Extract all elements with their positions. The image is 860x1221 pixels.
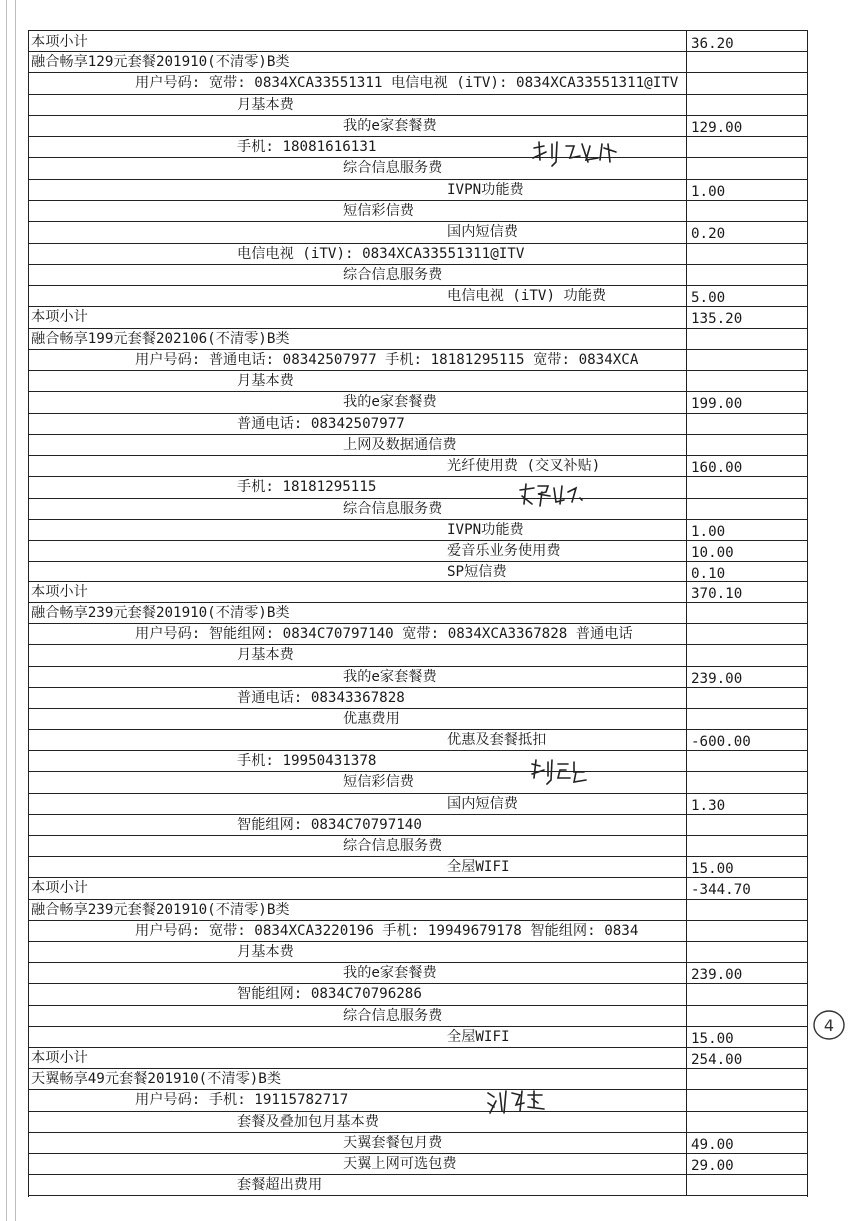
- item-description-text: 我的e家套餐费: [343, 118, 437, 134]
- table-row: [29, 455, 807, 477]
- table-row: [29, 306, 807, 329]
- table-row: [29, 115, 807, 137]
- item-description-text: 综合信息服务费: [343, 267, 443, 283]
- item-description: [29, 51, 688, 72]
- item-amount: [686, 1026, 807, 1047]
- item-description-text: 天翼套餐包月费: [343, 1135, 443, 1151]
- table-row: [29, 243, 807, 265]
- item-amount-text: 0.20: [691, 226, 726, 242]
- item-amount-text: 29.00: [691, 1158, 734, 1174]
- item-amount: [686, 1068, 807, 1089]
- table-row: [29, 793, 807, 815]
- item-amount: [686, 1111, 807, 1132]
- handwritten-signature: [530, 756, 590, 786]
- item-amount: [686, 1174, 807, 1195]
- item-description-text: 本项小计: [31, 34, 88, 50]
- table-row: [29, 157, 807, 180]
- table-row: [29, 328, 807, 350]
- table-row: [29, 498, 807, 520]
- item-amount: [686, 498, 807, 519]
- item-amount: [686, 644, 807, 666]
- item-amount: [686, 793, 807, 814]
- item-amount: [686, 1153, 807, 1174]
- table-row: [29, 264, 807, 286]
- item-amount-text: 10.00: [691, 545, 734, 561]
- item-amount: [686, 983, 807, 1005]
- table-row: [29, 644, 807, 667]
- item-amount: [686, 51, 807, 72]
- item-description-text: 天翼上网可选包费: [343, 1156, 457, 1172]
- table-row: [29, 771, 807, 794]
- item-amount: [686, 31, 807, 51]
- item-amount-text: 49.00: [691, 1137, 734, 1153]
- item-amount: [686, 94, 807, 115]
- item-description: [29, 877, 688, 899]
- item-description-text: 普通电话: 08342507977: [237, 416, 405, 432]
- billing-table: [28, 30, 808, 1197]
- table-row: [29, 285, 807, 307]
- item-description: [29, 920, 792, 941]
- item-description-text: 综合信息服务费: [343, 1008, 443, 1024]
- item-description-text: 电信电视 (iTV) 功能费: [447, 288, 607, 304]
- item-amount-text: -600.00: [691, 734, 751, 750]
- table-row: [29, 1089, 807, 1112]
- table-row: [29, 1153, 807, 1175]
- item-description-text: SP短信费: [447, 564, 507, 580]
- table-row: [29, 941, 807, 963]
- table-row: [29, 623, 807, 645]
- item-amount-text: 254.00: [691, 1052, 743, 1068]
- table-row: [29, 708, 807, 730]
- item-amount: [686, 687, 807, 708]
- item-amount: [686, 708, 807, 729]
- table-row: [29, 1132, 807, 1154]
- item-description-text: 手机: 18081616131: [237, 139, 377, 155]
- item-description: [29, 899, 688, 920]
- table-row: [29, 1026, 807, 1048]
- table-row: [29, 221, 807, 244]
- item-description-text: 套餐超出费用: [237, 1177, 323, 1193]
- item-amount: [686, 835, 807, 856]
- item-description-text: 本项小计: [31, 1050, 88, 1066]
- item-amount-text: 1.00: [691, 524, 726, 540]
- table-row: [29, 750, 807, 772]
- table-row: [29, 687, 807, 709]
- item-description: [29, 1047, 688, 1068]
- item-description-text: 月基本费: [237, 944, 294, 960]
- item-description-text: 天翼畅享49元套餐201910(不清零)B类: [31, 1071, 282, 1087]
- item-description: [29, 602, 688, 623]
- table-row: [29, 1047, 807, 1069]
- item-amount-text: 15.00: [691, 1031, 734, 1047]
- item-amount: [686, 370, 807, 391]
- item-description-text: IVPN功能费: [447, 522, 524, 538]
- table-row: [29, 962, 807, 984]
- item-description-text: 国内短信费: [447, 224, 518, 240]
- item-description-text: 月基本费: [237, 647, 294, 663]
- item-amount: [686, 899, 807, 920]
- item-amount-text: 199.00: [691, 396, 743, 412]
- item-description-text: 用户号码: 宽带: 0834XCA3220196 手机: 19949679178 智能组网: 0834: [135, 923, 639, 939]
- item-description-text: 本项小计: [31, 309, 88, 325]
- item-description-text: 用户号码: 普通电话: 08342507977 手机: 18181295115 宽带: 0834XCA: [135, 352, 639, 368]
- item-description-text: 我的e家套餐费: [343, 965, 437, 981]
- item-description: [29, 581, 688, 602]
- item-amount: [686, 1089, 807, 1111]
- table-row: [29, 51, 807, 73]
- item-amount: [686, 328, 807, 349]
- table-row: [29, 602, 807, 624]
- table-row: [29, 31, 807, 52]
- item-amount: [686, 72, 807, 94]
- item-amount: [686, 581, 807, 602]
- item-amount-text: 239.00: [691, 671, 743, 687]
- handwritten-signature: [530, 138, 620, 170]
- item-amount: [686, 349, 807, 370]
- item-description-text: 全屋WIFI: [447, 859, 510, 875]
- item-description: [29, 31, 688, 51]
- table-row: [29, 72, 807, 95]
- table-row: [29, 476, 807, 499]
- item-amount: [686, 221, 807, 243]
- item-amount: [686, 264, 807, 285]
- item-amount: [686, 602, 807, 623]
- item-amount: [686, 200, 807, 221]
- table-row: [29, 179, 807, 201]
- item-description-text: 融合畅享239元套餐201910(不清零)B类: [31, 605, 290, 621]
- table-row: [29, 835, 807, 857]
- item-description-text: 智能组网: 0834C70796286: [237, 986, 422, 1002]
- item-description-text: 上网及数据通信费: [343, 437, 457, 453]
- table-row: [29, 666, 807, 688]
- table-row: [29, 899, 807, 921]
- item-description-text: 月基本费: [237, 373, 294, 389]
- item-amount: [686, 814, 807, 835]
- table-row: [29, 1174, 807, 1196]
- item-amount: [686, 750, 807, 771]
- page-number-mark: [812, 1008, 846, 1042]
- item-description-text: 我的e家套餐费: [343, 394, 437, 410]
- table-row: [29, 540, 807, 562]
- item-amount-text: 1.00: [691, 184, 726, 200]
- table-row: [29, 413, 807, 435]
- item-amount: [686, 920, 807, 941]
- item-description-text: 普通电话: 08343367828: [237, 690, 405, 706]
- item-description-text: 手机: 19950431378: [237, 753, 377, 769]
- table-row: [29, 370, 807, 392]
- item-description-text: 月基本费: [237, 97, 294, 113]
- item-amount: [686, 434, 807, 455]
- item-amount: [686, 666, 807, 687]
- item-description-text: 用户号码: 手机: 19115782717: [135, 1092, 349, 1108]
- item-amount: [686, 285, 807, 306]
- item-amount: [686, 1047, 807, 1068]
- table-row: [29, 729, 807, 751]
- item-description: [29, 623, 792, 644]
- item-amount: [686, 413, 807, 434]
- item-amount-text: 239.00: [691, 967, 743, 983]
- item-description-text: 国内短信费: [447, 796, 518, 812]
- table-row: [29, 200, 807, 222]
- table-row: [29, 349, 807, 371]
- table-row: [29, 1111, 807, 1133]
- item-description-text: 短信彩信费: [343, 774, 414, 790]
- item-amount-text: 160.00: [691, 460, 743, 476]
- item-amount: [686, 115, 807, 136]
- table-row: [29, 983, 807, 1006]
- item-description-text: 优惠及套餐抵扣: [447, 732, 547, 748]
- item-amount-text: 135.20: [691, 311, 743, 327]
- item-description-text: 综合信息服务费: [343, 160, 443, 176]
- item-amount: [686, 136, 807, 157]
- table-row: [29, 581, 807, 603]
- item-amount: [686, 179, 807, 200]
- table-row: [29, 877, 807, 900]
- table-row: [29, 94, 807, 116]
- item-amount-text: 370.10: [691, 586, 743, 602]
- item-description-text: 本项小计: [31, 880, 88, 896]
- table-row: [29, 920, 807, 942]
- table-row: [29, 856, 807, 878]
- item-amount-text: 129.00: [691, 120, 743, 136]
- item-amount: [686, 962, 807, 983]
- item-description-text: 综合信息服务费: [343, 838, 443, 854]
- item-amount: [686, 1132, 807, 1153]
- item-description-text: 融合畅享199元套餐202106(不清零)B类: [31, 331, 290, 347]
- item-amount-text: 1.30: [691, 798, 726, 814]
- item-description-text: 手机: 18181295115: [237, 479, 377, 495]
- item-description-text: 短信彩信费: [343, 203, 414, 219]
- item-amount: [686, 519, 807, 540]
- item-description: [29, 349, 792, 370]
- item-description-text: 综合信息服务费: [343, 501, 443, 517]
- item-amount-text: -344.70: [691, 882, 751, 898]
- handwritten-signature: [518, 480, 588, 508]
- item-description-text: 融合畅享239元套餐201910(不清零)B类: [31, 902, 290, 918]
- item-description-text: 本项小计: [31, 584, 88, 600]
- item-description-text: 用户号码: 宽带: 0834XCA33551311 电信电视 (iTV): 0834XCA33551311@ITV: [135, 75, 679, 91]
- table-row: [29, 136, 807, 158]
- svg-text:4: 4: [823, 1016, 835, 1035]
- item-description: [29, 1068, 688, 1089]
- item-description-text: 电信电视 (iTV): 0834XCA33551311@ITV: [237, 246, 525, 262]
- item-description-text: 爱音乐业务使用费: [447, 543, 561, 559]
- item-description: [29, 306, 688, 328]
- item-description-text: 我的e家套餐费: [343, 669, 437, 685]
- item-description-text: 全屋WIFI: [447, 1029, 510, 1045]
- item-description-text: 用户号码: 智能组网: 0834C70797140 宽带: 0834XCA3367828 普通电话: [135, 626, 633, 642]
- item-amount-text: 0.10: [691, 566, 726, 582]
- item-amount-text: 5.00: [691, 290, 726, 306]
- item-description: [29, 328, 688, 349]
- item-description-text: 光纤使用费 (交叉补贴): [447, 458, 601, 474]
- table-row: [29, 434, 807, 456]
- item-amount: [686, 941, 807, 962]
- table-row: [29, 561, 807, 582]
- handwritten-signature: [486, 1087, 556, 1117]
- item-description: [29, 72, 792, 94]
- item-amount: [686, 455, 807, 476]
- item-description-text: 融合畅享129元套餐201910(不清零)B类: [31, 54, 290, 70]
- table-row: [29, 391, 807, 414]
- table-row: [29, 814, 807, 836]
- item-amount: [686, 623, 807, 644]
- binding-margin-line: [15, 0, 16, 1221]
- item-amount: [686, 1005, 807, 1026]
- item-amount: [686, 243, 807, 264]
- item-amount: [686, 771, 807, 793]
- item-description-text: 智能组网: 0834C70797140: [237, 817, 422, 833]
- table-row: [29, 1005, 807, 1027]
- item-description: [29, 1089, 792, 1111]
- item-amount: [686, 476, 807, 498]
- item-amount-text: 15.00: [691, 861, 734, 877]
- item-description-text: 套餐及叠加包月基本费: [237, 1114, 379, 1130]
- item-description-text: 优惠费用: [343, 711, 400, 727]
- item-amount: [686, 157, 807, 179]
- item-amount: [686, 561, 807, 581]
- table-row: [29, 519, 807, 541]
- item-amount: [686, 877, 807, 899]
- item-amount: [686, 391, 807, 413]
- item-amount: [686, 540, 807, 561]
- table-row: [29, 1068, 807, 1090]
- item-amount: [686, 306, 807, 328]
- item-amount: [686, 856, 807, 877]
- item-amount: [686, 729, 807, 750]
- binding-margin-line: [6, 0, 7, 1221]
- item-description-text: IVPN功能费: [447, 182, 524, 198]
- item-amount-text: 36.20: [691, 36, 734, 52]
